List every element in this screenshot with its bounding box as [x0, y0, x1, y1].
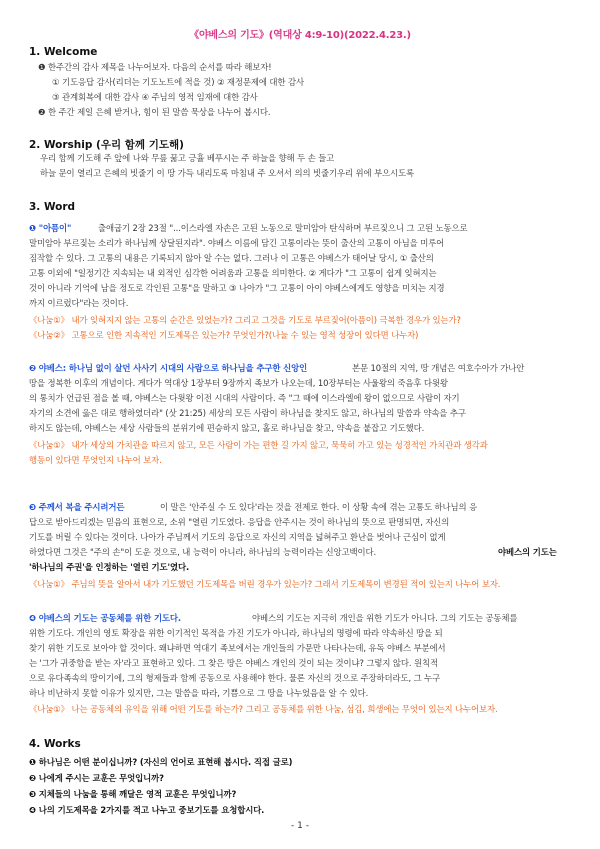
word-point-4-line: 찾기 위한 기도로 보아야 할 것이다. 왜냐하면 역대기 족보에서는 개인들의 가문만 나타나는데, 유독 야베스 부분에서	[29, 643, 446, 653]
word-point-3-line: 이 말은 '안주실 수 도 있다'라는 것을 전제로 한다. 이 상황 속에 겪는 고통도 하나님의 응	[160, 502, 478, 512]
word-point-2-line: 의 통치가 언급된 점을 볼 때, 야베스는 다윗왕 이전 시대의 사람이다. 즉 "그 때에 이스라엘에 왕이 없으므로 사람이 자기	[29, 393, 460, 403]
word-point-3-line: '하나님의 주권'을 인정하는 '열린 기도'였다.	[29, 562, 190, 572]
word-point-4-line: 으로 유다족속의 땅이기에, 그의 형제들과 함께 공동으로 사용해야 한다. 물론 자신의 것으로 주장하더라도, 그 누구	[29, 673, 441, 683]
word-point-3-lead: ❸ 주께서 복을 주시려거든	[29, 502, 125, 512]
word-point-3-line: 하였다면 그것은 "주의 손"이 도운 것으로, 내 능력이 아니라, 하나님의 능력이라는 신앙고백이다.	[29, 547, 377, 557]
word-point-1-line: 말미암아 부르짖는 소리가 하나님께 상달된지라". 야베스 이름에 담긴 고통이라는 뜻이 출산의 고통이 아님을 미루어	[29, 238, 445, 248]
word-point-1-line: 고통 이외에 "일정기간 지속되는 내 외적인 심각한 어려움과 고통을 의미한다. ② 게다가 "그 고통이 쉽게 잊혀지는	[29, 268, 437, 278]
works-heading: 4. Works	[29, 738, 81, 750]
works-question: ❹ 나의 기도제목을 2가지를 적고 나누고 중보기도를 요청합시다.	[29, 805, 265, 815]
word-point-4-line: 하나 비난하지 못할 이유가 있지만, 그는 말씀을 따라, 기쁨으로 그 땅을 나누었음을 알 수 있다.	[29, 688, 369, 698]
word-point-4-line: 야베스의 기도는 지극히 개인을 위한 기도가 아니다. 그의 기도는 공동체를	[252, 613, 518, 623]
works-question: ❷ 나에게 주시는 교훈은 무엇입니까?	[29, 773, 164, 783]
word-point-4-line: 위한 기도다. 개인의 영토 확장을 위한 이기적인 목적을 가진 기도가 아니라, 하나님의 명령에 따라 약속하신 땅을 되	[29, 628, 443, 638]
word-point-2-line: 자기의 소견에 옳은 대로 행하였더라" (삿 21:25) 세상의 모든 사람이 하나님을 찾지도 않고, 하나님의 말씀과 약속을 추구	[29, 408, 466, 418]
word-point-2-lead: ❷ 야베스: 하나님 없이 살던 사사기 시대의 사람으로 하나님을 추구한 신앙인	[29, 363, 308, 373]
worship-lyric: 하늘 문이 열리고 은혜의 빗줄기 이 땅 가득 내리도록 마침내 주 오셔서 의의 빗줄기우리 위에 부으시도록	[40, 168, 415, 178]
word-point-1-line: 짐작할 수 있다. 그 고통의 내용은 기록되지 않아 알 수는 없다. 그러나 이 고통은 야베스가 태어날 당시, ① 출산의	[29, 253, 434, 263]
welcome-heading: 1. Welcome	[29, 46, 98, 58]
welcome-line: ❶ 한주간의 감사 제목을 나누어보자. 다음의 순서를 따라 해보자!	[38, 62, 272, 72]
worship-heading: 2. Worship (우리 함께 기도해)	[29, 139, 184, 151]
word-point-4-line: 는 '그가 귀중함을 받는 자'라고 표현하고 있다. 그 찾은 땅은 야베스 개인의 것이 되는 것이냐? 그렇지 않다. 원칙적	[29, 658, 438, 668]
word-point-1-line: 까지 이르렀다"라는 것이다.	[29, 298, 129, 308]
sharing-question: 《나눔①》 주님의 뜻을 알아서 내가 기도했던 기도제목을 버린 경우가 있는가? 그래서 기도제목이 변경된 적이 있는지 나누어 보자.	[29, 579, 501, 589]
word-point-3-tail: 야베스의 기도는	[498, 547, 557, 557]
works-question: ❶ 하나님은 어떤 분이십니까? (자신의 언어로 표현해 봅시다. 직접 글로)	[29, 757, 293, 767]
sharing-question: 《나눔①》 내가 세상의 가치관을 따르지 않고, 모든 사람이 가는 편한 길 가지 않고, 묵묵히 가고 있는 성경적인 가치관과 생각과	[29, 440, 488, 450]
sharing-question: 행동이 있다면 무엇인지 나누어 보자.	[29, 455, 162, 465]
welcome-line: ① 기도응답 감사(리더는 기도노트에 적을 것) ② 재정문제에 대한 감사	[52, 77, 304, 87]
works-question: ❸ 지체들의 나눔을 통해 깨달은 영적 교훈은 무엇입니까?	[29, 789, 237, 799]
worship-lyric: 우리 함께 기도해 주 앞에 나와 무릎 꿇고 긍휼 베푸시는 주 하늘을 향해 두 손 들고	[40, 153, 335, 163]
welcome-line: ③ 관계회복에 대한 감사 ④ 주님의 영적 임재에 대한 감사	[52, 92, 258, 102]
sharing-question: 《나눔①》 나는 공동체의 유익을 위해 어떤 기도를 하는가? 그리고 공동체를 위한 나눔, 섬김, 희생에는 무엇이 있는지 나누어보자.	[29, 704, 498, 714]
word-point-3-line: 기도를 버릴 수 있다는 것이다. 나아가 주님께서 기도의 응답으로 자신의 지역을 넓혀주고 환난을 벗어나 근심이 없게	[29, 532, 446, 542]
word-point-2-line: 땅을 정복한 이후의 개념이다. 게다가 역대상 1장부터 9장까지 족보가 나오는데, 10장부터는 사울왕의 죽음후 다윗왕	[29, 378, 448, 388]
word-point-2-line: 본문 10절의 지역, 땅 개념은 여호수아가 가나안	[352, 363, 525, 373]
word-heading: 3. Word	[29, 201, 76, 213]
sharing-question: 《나눔①》 내가 잊혀지지 않는 고통의 순간은 있었는가? 그리고 그것을 기도로 부르짖어(아픔이) 극복한 경우가 있는가?	[29, 315, 461, 325]
word-point-1-line: 출애굽기 2장 23절 "...이스라엘 자손은 고된 노동으로 말미암아 탄식하며 부르짖으니 그 고된 노동으로	[98, 223, 468, 233]
page-number: - 1 -	[291, 821, 309, 831]
word-point-2-line: 하지도 않는데, 야베스는 세상 사람들의 분위기에 편승하지 않고, 홀로 하나님을 찾고, 약속을 붙잡고 기도했다.	[29, 423, 425, 433]
sharing-question: 《나눔②》 고통으로 인한 지속적인 기도제목은 있는가? 무엇인가?(나눌 수 있는 영적 성장이 있다면 나누자)	[29, 330, 419, 340]
document-title: 《야베스의 기도》(역대상 4:9-10)(2022.4.23.)	[189, 30, 411, 41]
word-point-1-line: 것이 아니라 기억에 남을 정도로 각인된 고통"을 말하고 ③ 나아가 "그 고통이 아이 야베스에게도 영향을 미치는 지경	[29, 283, 445, 293]
word-point-3-line: 답으로 받아드리겠는 믿음의 표현으로, 소위 "열린 기도였다. 응답을 안주시는 것이 하나님의 뜻으로 판명되면, 자신의	[29, 517, 450, 527]
word-point-4-lead: ❹ 야베스의 기도는 공동체를 위한 기도다.	[29, 613, 181, 623]
word-point-1-lead: ❶ "아픔이"	[29, 223, 72, 233]
welcome-line: ❷ 한 주간 제일 은혜 받거나, 힘이 된 말씀 묵상을 나누어 봅시다.	[38, 107, 271, 117]
